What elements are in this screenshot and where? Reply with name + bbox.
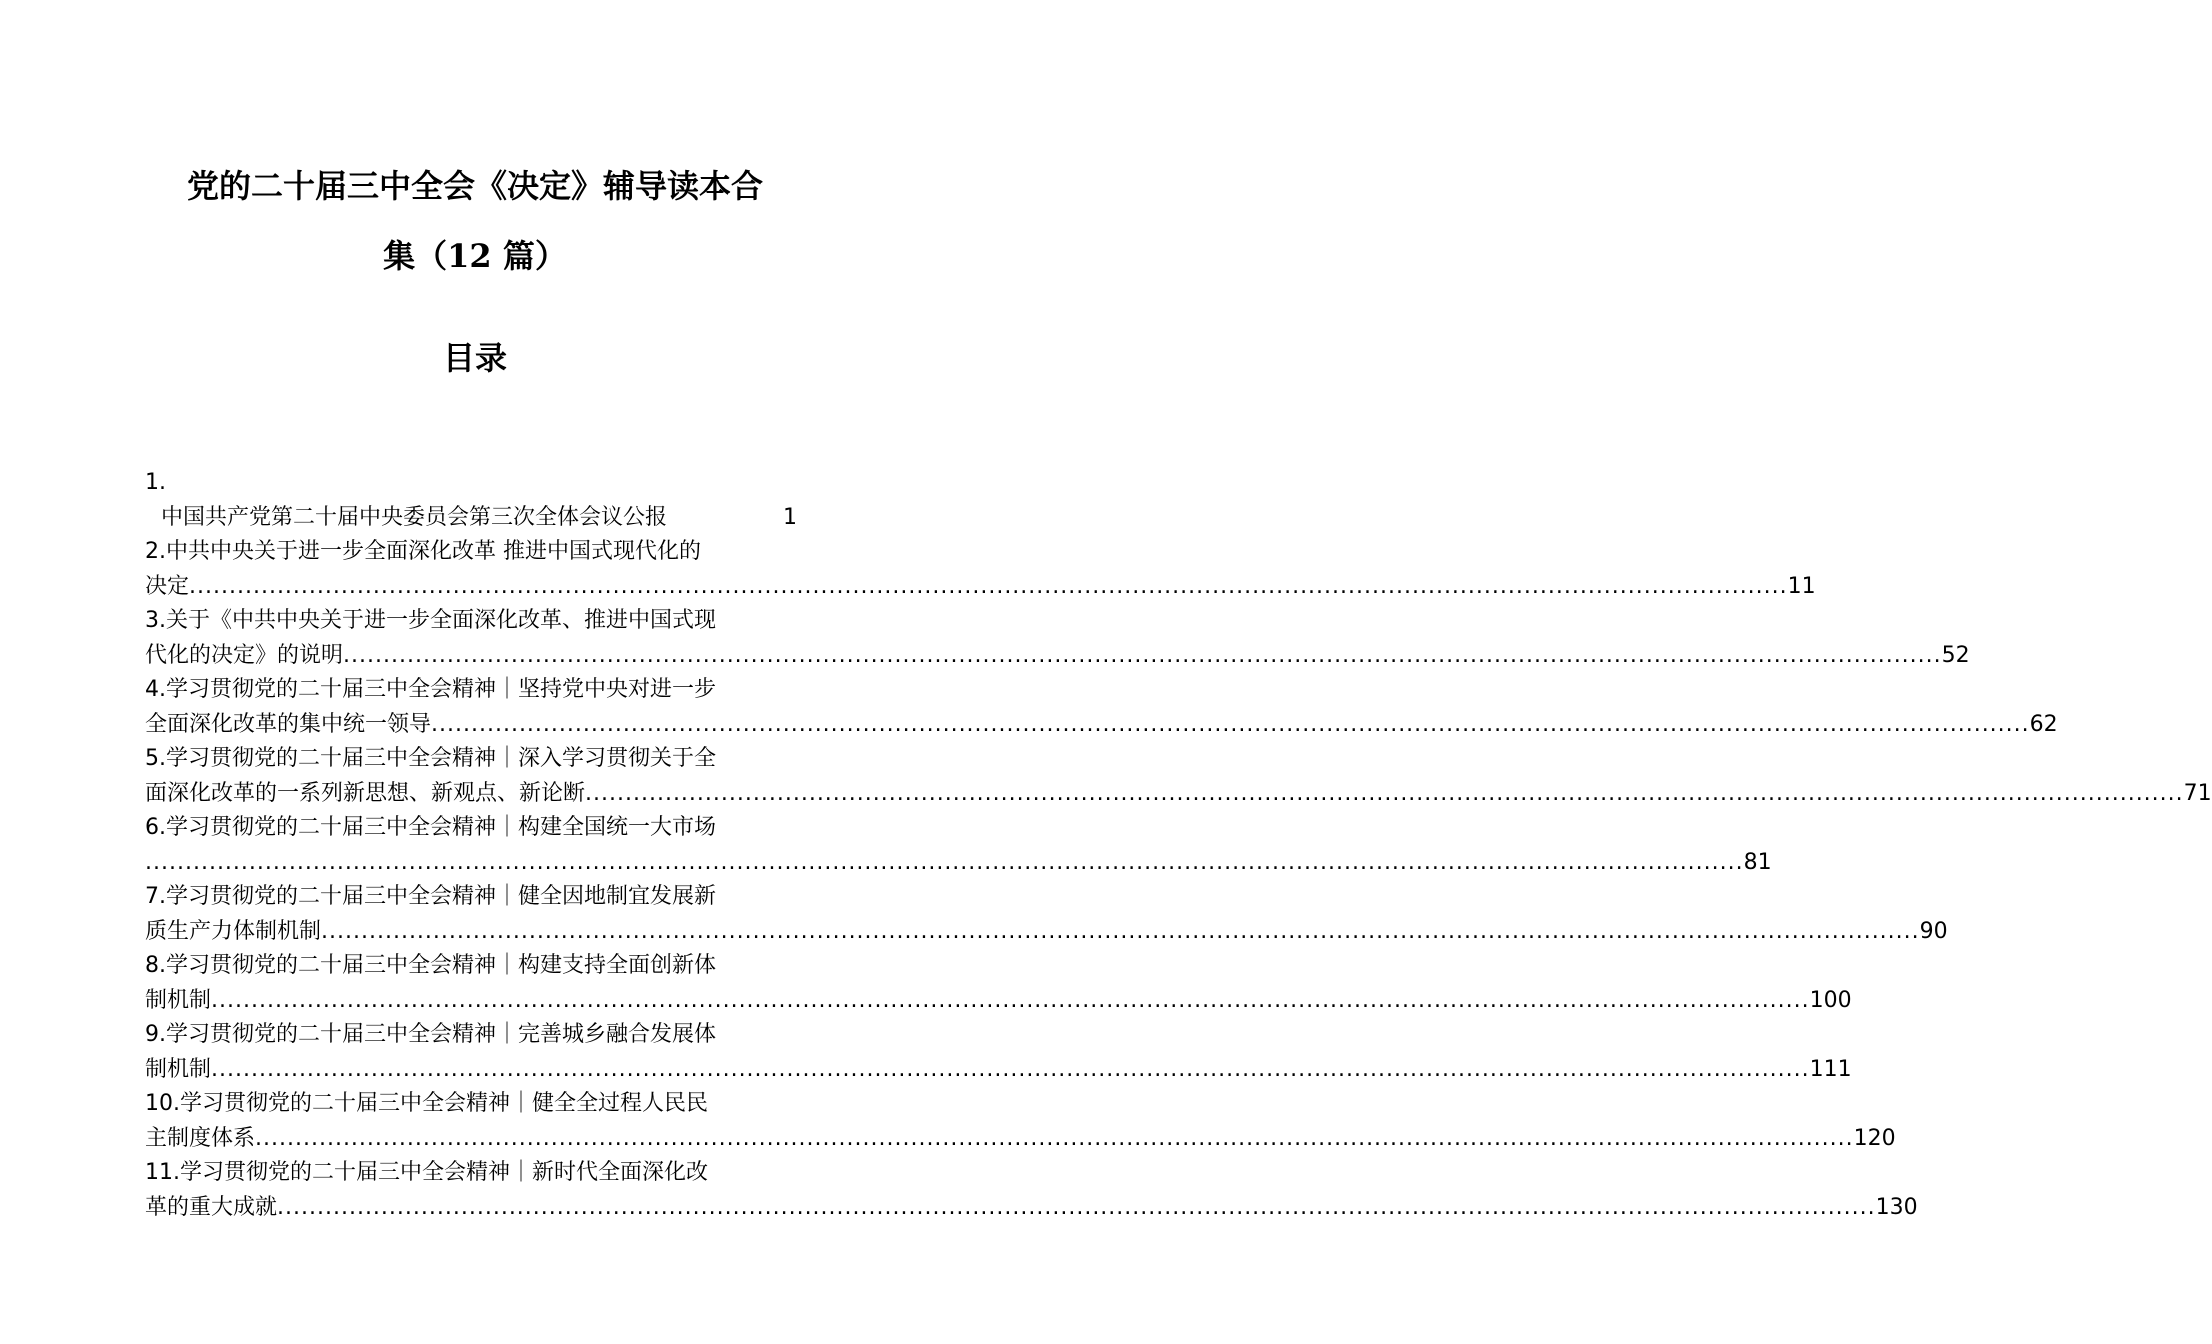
toc-entry-page: 130: [1875, 1194, 1918, 1220]
toc-entry[interactable]: [145, 880, 1948, 949]
toc-entry[interactable]: [145, 673, 2058, 742]
toc-entry[interactable]: [145, 466, 807, 535]
toc-entry-page: 1: [783, 504, 797, 530]
toc-leader-dots: ........................................................................................................................................................................................................: [277, 1194, 1876, 1220]
toc-heading: 目录: [442, 339, 507, 377]
toc-entry-title-end: 代化的决定》的说明: [145, 642, 344, 668]
toc-leader-dots: ........................................................................................................................................................................................................: [211, 1056, 1810, 1082]
toc-entry-title: 3.关于《中共中央关于进一步全面深化改革、推进中国式现: [145, 608, 716, 633]
toc-entry-title-end: 质生产力体制机制: [145, 918, 322, 944]
toc-entry-page: 71: [2183, 780, 2212, 806]
toc-leader-dots: ........................................................................................................................................................................................................: [343, 642, 1942, 668]
toc-entry-title-end: 制机制: [145, 987, 212, 1013]
toc-entry[interactable]: [145, 949, 1852, 1018]
toc-entry-title-end: 革的重大成就: [145, 1194, 278, 1220]
toc-entry-page: 52: [1941, 642, 1970, 668]
toc-entry-page: 111: [1809, 1056, 1852, 1082]
toc-entry[interactable]: [145, 1018, 1852, 1087]
toc-entry-number: 1.: [145, 470, 166, 495]
toc-entry-title-end: 面深化改革的一系列新思想、新观点、新论断: [145, 780, 586, 806]
toc-entry-title-end: 主制度体系: [145, 1125, 256, 1151]
toc-entry-page: 11: [1787, 573, 1816, 599]
toc-entry-title: 8.学习贯彻党的二十届三中全会精神｜构建支持全面创新体: [145, 953, 716, 978]
table-of-contents: [145, 466, 2212, 1225]
toc-entry-title: 10.学习贯彻党的二十届三中全会精神｜健全全过程人民民: [145, 1091, 708, 1116]
toc-entry[interactable]: [145, 742, 2212, 811]
toc-leader-dots: ........................................................................................................................................................................................................: [211, 987, 1810, 1013]
toc-entry-title: 9.学习贯彻党的二十届三中全会精神｜完善城乡融合发展体: [145, 1022, 716, 1047]
toc-entry-page: 62: [2029, 711, 2058, 737]
toc-leader-dots: ........................................................................................................................................................................................................: [189, 573, 1788, 599]
toc-leader-dots: ........................................................................................................................................................................................................: [145, 849, 1744, 875]
toc-leader-dots: ........................................................................................................................................................................................................: [585, 780, 2184, 806]
toc-entry-page: 120: [1853, 1125, 1896, 1151]
toc-entry-title: 11.学习贯彻党的二十届三中全会精神｜新时代全面深化改: [145, 1160, 708, 1185]
toc-entry-title-end: 决定: [145, 573, 190, 599]
toc-entry[interactable]: [145, 1087, 1896, 1156]
toc-entry-title: 中国共产党第二十届中央委员会第三次全体会议公报: [161, 504, 668, 530]
toc-entry-title-end: 全面深化改革的集中统一领导: [145, 711, 432, 737]
toc-entry-title: 6.学习贯彻党的二十届三中全会精神｜构建全国统一大市场: [145, 815, 716, 840]
document-title-line-2: 集（12 篇）: [383, 237, 567, 275]
toc-leader-dots: ........................................................................................................................................................................................................: [431, 711, 2030, 737]
toc-entry[interactable]: [145, 1156, 1918, 1225]
toc-entry-page: 90: [1919, 918, 1948, 944]
toc-entry-title: 7.学习贯彻党的二十届三中全会精神｜健全因地制宜发展新: [145, 884, 716, 909]
toc-leader-dots: ........................................................................................................................................................................................................: [321, 918, 1920, 944]
toc-entry[interactable]: [145, 535, 1816, 604]
toc-entry[interactable]: [145, 604, 1970, 673]
toc-entry-title: 5.学习贯彻党的二十届三中全会精神｜深入学习贯彻关于全: [145, 746, 716, 771]
toc-entry-title: 2.中共中央关于进一步全面深化改革 推进中国式现代化的: [145, 539, 701, 564]
toc-entry-page: 81: [1743, 849, 1772, 875]
document-title-line-1: 党的二十届三中全会《决定》辅导读本合: [186, 167, 763, 205]
toc-entry[interactable]: [145, 811, 1772, 880]
toc-entry-title-end: 制机制: [145, 1056, 212, 1082]
toc-leader-dots: ........................................................................................................................................................................................................: [255, 1125, 1854, 1151]
toc-entry-page: 100: [1809, 987, 1852, 1013]
toc-entry-title: 4.学习贯彻党的二十届三中全会精神｜坚持党中央对进一步: [145, 677, 716, 702]
